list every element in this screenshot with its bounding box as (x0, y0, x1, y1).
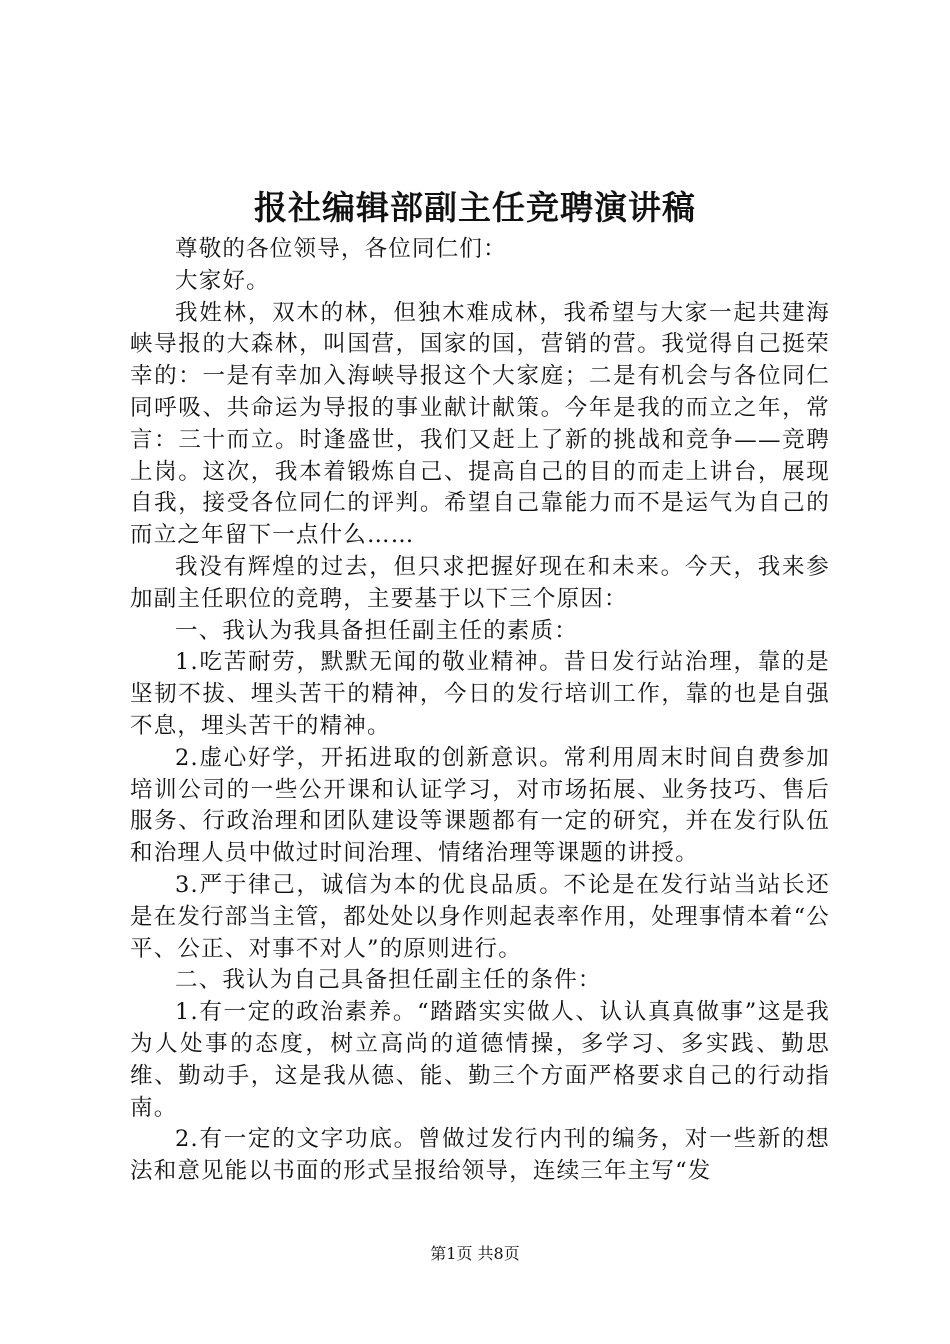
paragraph: 1.有一定的政治素养。“踏踏实实做人、认认真真做事”这是我为人处事的态度，树立高尚的道德情操，多学习、多实践、勤思维、勤动手，这是我从德、能、勤三个方面严格要求自己的行动指南。 (130, 999, 830, 1121)
document-title: 报社编辑部副主任竞聘演讲稿 (254, 188, 696, 227)
paragraph: 我没有辉煌的过去，但只求把握好现在和未来。今天，我来参加副主任职位的竞聘，主要基于以下三个原因： (130, 553, 830, 612)
section-heading: 一、我认为我具备担任副主任的素质： (175, 617, 578, 644)
salutation: 尊敬的各位领导，各位同仁们： (175, 236, 507, 262)
page-footer: 第1页 共8页 (430, 1244, 520, 1263)
paragraph: 3.严于律己，诚信为本的优良品质。不论是在发行站当站长还是在发行部当主管，都处处以身作则起表率作用，处理事情本着“公平、公正、对事不对人”的原则进行。 (130, 871, 831, 962)
section-heading: 二、我认为自己具备担任副主任的条件： (175, 967, 602, 994)
paragraph: 2.虚心好学，开拓进取的创新意识。常利用周末时间自费参加培训公司的一些公开课和认证学习，对市场拓展、业务技巧、售后服务、行政治理和团队建设等课题都有一定的研究，并在发行队伍和治理人员中做过时间治理、情绪治理等课题的讲授。 (130, 744, 830, 867)
document-body (130, 234, 830, 1188)
paragraph: 2.有一定的文字功底。曾做过发行内刊的编务，对一些新的想法和意见能以书面的形式呈报给领导，连续三年主写“发 (130, 1126, 830, 1185)
paragraph: 我姓林，双木的林，但独木难成林，我希望与大家一起共建海峡导报的大森林，叫国营，国家的国，营销的营。我觉得自己挺荣幸的：一是有幸加入海峡导报这个大家庭；二是有机会与各位同仁同呼吸、共命运为导报的事业献计献策。今年是我的而立之年，常言：三十而立。时逢盛世，我们又赶上了新的挑战和竞争——竞聘上岗。这次，我本着锻炼自己、提高自己的目的而走上讲台，展现自我，接受各位同仁的评判。希望自己靠能力而不是运气为自己的而立之年留下一点什么…… (130, 299, 830, 549)
greeting: 大家好。 (175, 267, 270, 294)
paragraph: 1.吃苦耐劳，默默无闻的敬业精神。昔日发行站治理，靠的是坚韧不拔、埋头苦干的精神，今日的发行培训工作，靠的也是自强不息，埋头苦干的精神。 (130, 649, 830, 739)
